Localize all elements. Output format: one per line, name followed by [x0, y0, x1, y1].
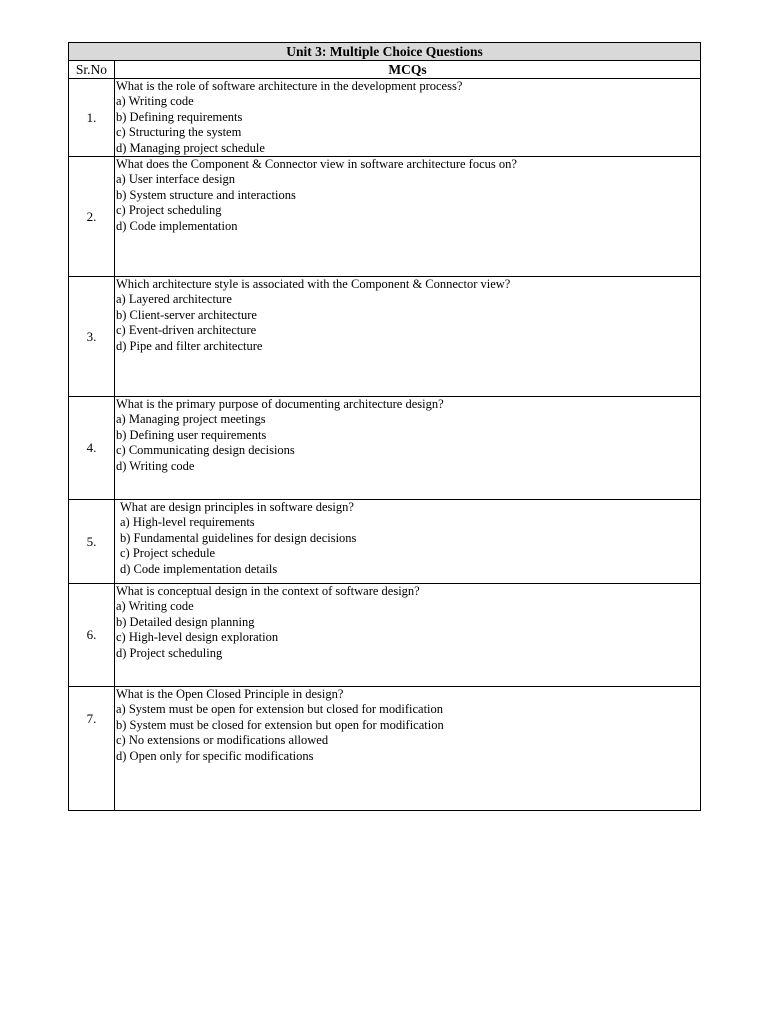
question-text: What are design principles in software design?	[120, 500, 354, 515]
question-row	[69, 584, 701, 687]
question-cell	[115, 277, 701, 397]
question-text: What is the Open Closed Principle in design?	[116, 687, 344, 702]
title-row	[69, 43, 701, 61]
option-a: a) Writing code	[116, 599, 194, 614]
question-row	[69, 397, 701, 500]
header-row	[69, 61, 701, 79]
option-d: d) Managing project schedule	[116, 140, 265, 155]
question-text: What is conceptual design in the context of software design?	[116, 584, 420, 599]
question-cell	[115, 157, 701, 277]
option-b: b) Fundamental guidelines for design decisions	[120, 530, 357, 545]
question-number: 5.	[69, 500, 115, 584]
option-c: c) Communicating design decisions	[116, 443, 295, 458]
option-a: a) Writing code	[116, 94, 194, 109]
option-b: b) Defining requirements	[116, 109, 243, 124]
question-number: 3.	[69, 277, 115, 397]
option-c: c) Project schedule	[120, 546, 216, 561]
option-d: d) Open only for specific modifications	[116, 748, 314, 763]
option-b: b) System must be closed for extension but open for modification	[116, 717, 444, 732]
option-a: a) High-level requirements	[120, 515, 255, 530]
option-d: d) Project scheduling	[116, 645, 223, 660]
question-row	[69, 500, 701, 584]
option-a: a) Managing project meetings	[116, 412, 266, 427]
question-cell	[115, 79, 701, 157]
question-cell	[115, 687, 701, 811]
option-c: c) Structuring the system	[116, 125, 242, 140]
option-a: a) Layered architecture	[116, 292, 232, 307]
question-text: Which architecture style is associated with the Component & Connector view?	[116, 277, 511, 292]
question-text: What is the role of software architecture in the development process?	[116, 79, 463, 93]
sr-no-header: Sr.No	[69, 61, 115, 79]
option-d: d) Code implementation	[116, 218, 238, 233]
question-number: 6.	[69, 584, 115, 687]
option-b: b) Client-server architecture	[116, 307, 257, 322]
question-number: 4.	[69, 397, 115, 500]
question-number: 7.	[69, 687, 115, 811]
mcq-table	[68, 42, 701, 811]
question-row	[69, 687, 701, 811]
question-cell	[115, 500, 701, 584]
question-text: What is the primary purpose of documenting architecture design?	[116, 397, 444, 412]
option-c: c) High-level design exploration	[116, 630, 279, 645]
question-row	[69, 79, 701, 157]
mcqs-header: MCQs	[115, 61, 701, 79]
option-d: d) Pipe and filter architecture	[116, 338, 263, 353]
option-d: d) Code implementation details	[120, 561, 278, 576]
question-number: 1.	[69, 79, 115, 157]
table-title: Unit 3: Multiple Choice Questions	[69, 43, 701, 61]
option-a: a) System must be open for extension but closed for modification	[116, 702, 444, 717]
option-b: b) Detailed design planning	[116, 614, 255, 629]
question-cell	[115, 584, 701, 687]
question-number: 2.	[69, 157, 115, 277]
question-cell	[115, 397, 701, 500]
option-c: c) No extensions or modifications allowed	[116, 733, 329, 748]
option-b: b) Defining user requirements	[116, 427, 267, 442]
option-a: a) User interface design	[116, 172, 236, 187]
option-b: b) System structure and interactions	[116, 187, 296, 202]
question-row	[69, 157, 701, 277]
question-text: What does the Component & Connector view in software architecture focus on?	[116, 157, 517, 172]
option-c: c) Event-driven architecture	[116, 323, 257, 338]
option-d: d) Writing code	[116, 458, 195, 473]
option-c: c) Project scheduling	[116, 203, 222, 218]
question-row	[69, 277, 701, 397]
